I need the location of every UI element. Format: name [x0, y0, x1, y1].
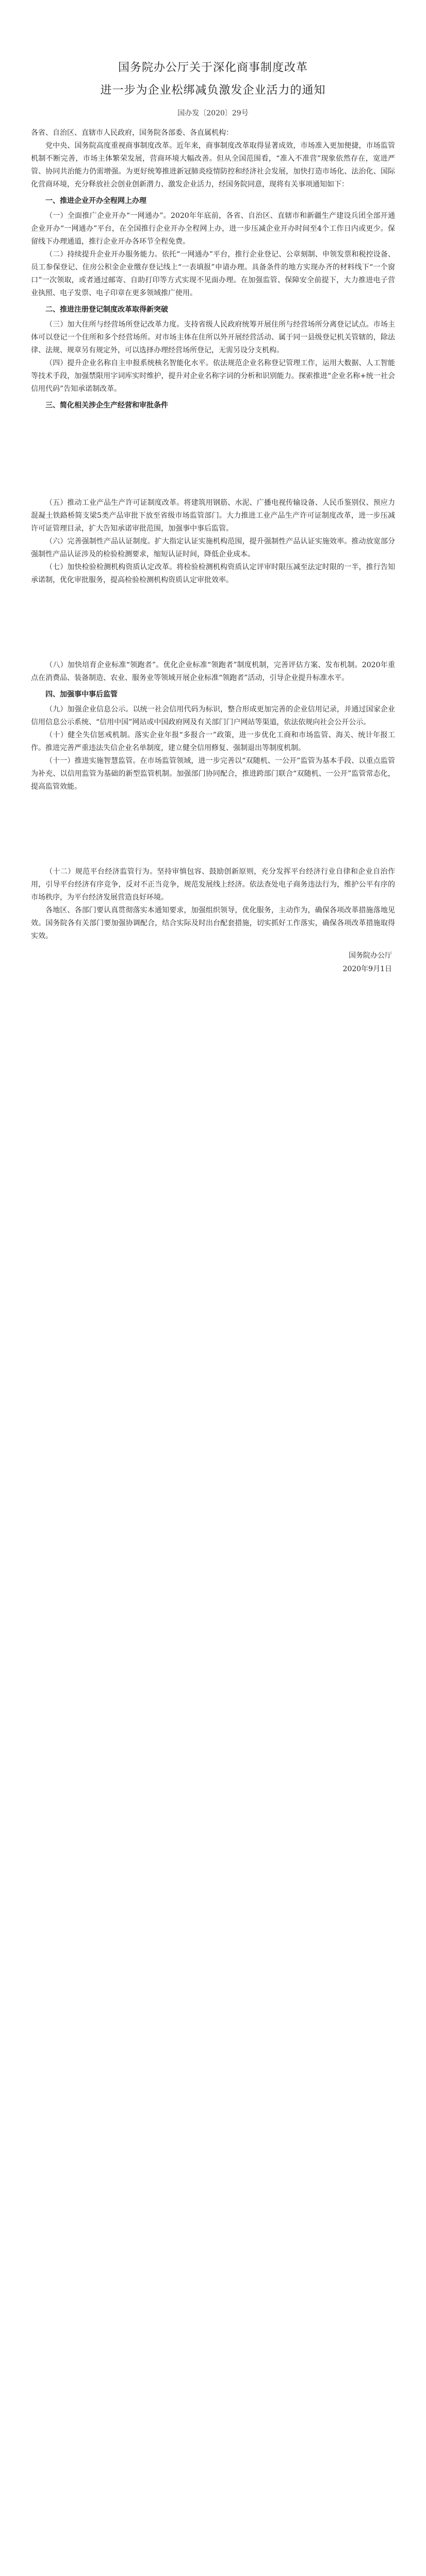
section-spacer: [31, 587, 395, 659]
paragraph-2-2: （四）提升企业名称自主申报系统核名智能化水平。依法规范企业名称登记管理工作，运用大数据、人工智能等技术手段，加强禁限用字词库实时维护，提升对企业名称字词的分析和识别能力。探索推进“企业名称+统一社会信用代码”告知承诺制改革。: [31, 359, 395, 393]
section-spacer: [31, 414, 395, 497]
section-heading-3: 三、简化相关涉企生产经营和审批条件: [45, 401, 168, 410]
paragraph-3-3: （七）加快检验检测机构资质认定改革。将检验检测机构资质认定评审时限压减至法定时限的一半，推行告知承诺制，优化审批服务，提高检验检测机构资质认定审批效率。: [31, 563, 395, 584]
paragraph-3-4: （八）加快培育企业标准“领跑者”。优化企业标准“领跑者”制度机制，完善评估方案、发布机制。2020年重点在消费品、装备制造、农业、服务业等领域开展企业标准“领跑者”活动，引导企业提升标准水平。: [31, 661, 395, 682]
paragraph-2-1: （三）加大住所与经营场所登记改革力度。支持省级人民政府统筹开展住所与经营场所分离登记试点。市场主体可以登记一个住所和多个经营场所。对市场主体在住所以外开展经营活动、属于同一县级登记机关管辖的，除法律、法规、规章另有规定外，可以选择办理经营场所登记，无需另设分支机构。: [31, 320, 395, 354]
paragraph-3-2: （六）完善强制性产品认证制度。扩大指定认证实施机构范围，提升强制性产品认证实施效率。推动放宽部分强制性产品认证涉及的检验检测要求，缩短认证时间，降低企业成本。: [31, 537, 395, 558]
paragraph-4-1: （九）加强企业信息公示。以统一社会信用代码为标识，整合形成更加完善的企业信用记录，并通过国家企业信用信息公示系统、“信用中国”网站或中国政府网及有关部门门户网站等渠道，依法依规向社会公开公示。: [31, 705, 395, 726]
document-title: [31, 57, 395, 102]
intro-paragraph: 党中央、国务院高度重视商事制度改革。近年来，商事制度改革取得显著成效，市场准入更加便捷，市场监管机制不断完善，市场主体繁荣发展，营商环境大幅改善。但从全国范围看，“准入不准营”现象依然存在，宽进严管、协同共治能力仍需增强。为更好统筹推进新冠肺炎疫情防控和经济社会发展，加快打造市场化、法治化、国际化营商环境，充分释放社会创业创新潜力、激发企业活力，经国务院同意，现将有关事项通知如下：: [31, 142, 395, 189]
section-heading-1: 一、推进企业开办全程网上办理: [45, 197, 146, 205]
section-heading-2: 二、推进注册登记制度改革取得新突破: [45, 306, 168, 314]
closing-paragraph: 各地区、各部门要认真贯彻落实本通知要求，加强组织领导，优化服务，主动作为，确保各项改革措施落地见效。国务院各有关部门要加强协调配合，结合实际及时出台配套措施，切实抓好工作落实，确保各项改革措施取得实效。: [31, 906, 395, 940]
paragraph-4-3: （十一）推进实施智慧监管。在市场监管领域，进一步完善以“双随机、一公开”监管为基本手段、以重点监管为补充、以信用监管为基础的新型监管机制。加强部门协同配合，推进跨部门联合“双随机、一公开”监管常态化，提高监管效能。: [31, 757, 395, 791]
paragraph-4-4: （十二）规范平台经济监管行为。坚持审慎包容、鼓励创新原则，充分发挥平台经济行业自律和企业自治作用，引导平台经济有序竞争，反对不正当竞争，规范发展线上经济。依法查处电子商务违法行为，维护公平有序的市场秩序，为平台经济发展营造良好环境。: [31, 868, 395, 902]
addressee: 各省、自治区、直辖市人民政府，国务院各部委、各直属机构：: [31, 129, 233, 137]
document-number: 国办发〔2020〕29号: [177, 109, 249, 117]
signature-block: [31, 949, 395, 976]
signature-org: 国务院办公厅: [349, 952, 392, 960]
title-line-2: 进一步为企业松绑减负激发企业活力的通知: [100, 84, 326, 97]
section-spacer: [31, 793, 395, 866]
paragraph-4-2: （十）健全失信惩戒机制。落实企业年报“多报合一”政策，进一步优化工商和市场监管、海关、统计年报工作。推进完善严重违法失信企业名单制度，建立健全信用修复、强制退出等制度机制。: [31, 731, 395, 752]
signature-date: 2020年9月1日: [342, 965, 392, 973]
paragraph-3-1: （五）推动工业产品生产许可证制度改革。将建筑用钢筋、水泥、广播电视传输设备、人民币鉴别仪、预应力混凝土铁路桥简支梁5类产品审批下放至省级市场监管部门。大力推进工业产品生产许可证制度改革，进一步压减许可证管理目录，扩大告知承诺审批范围，加强事中事后监管。: [31, 499, 395, 533]
section-heading-4: 四、加强事中事后监管: [45, 690, 118, 699]
title-line-1: 国务院办公厅关于深化商事制度改革: [118, 61, 308, 74]
paragraph-1-1: （一）全面推广企业开办“一网通办”。2020年年底前，各省、自治区、直辖市和新疆生产建设兵团全部开通企业开办“一网通办”平台，在全国推行企业开办全程网上办，进一步压减企业开办时间至4个工作日内或更少。保留线下办理通道，推行企业开办各环节全程免费。: [31, 212, 395, 246]
paragraph-1-2: （二）持续提升企业开办服务能力。依托“一网通办”平台，推行企业登记、公章刻制、申领发票和税控设备、员工参保登记、住房公积金企业缴存登记线上“一表填报”申请办理。具备条件的地方实现办齐的材料线下“一个窗口”一次领取，或者通过邮寄、自助打印等方式实现不见面办理。在加强监管、保障安全前提下，大力推进电子营业执照、电子发票、电子印章在更多领域推广使用。: [31, 250, 395, 297]
